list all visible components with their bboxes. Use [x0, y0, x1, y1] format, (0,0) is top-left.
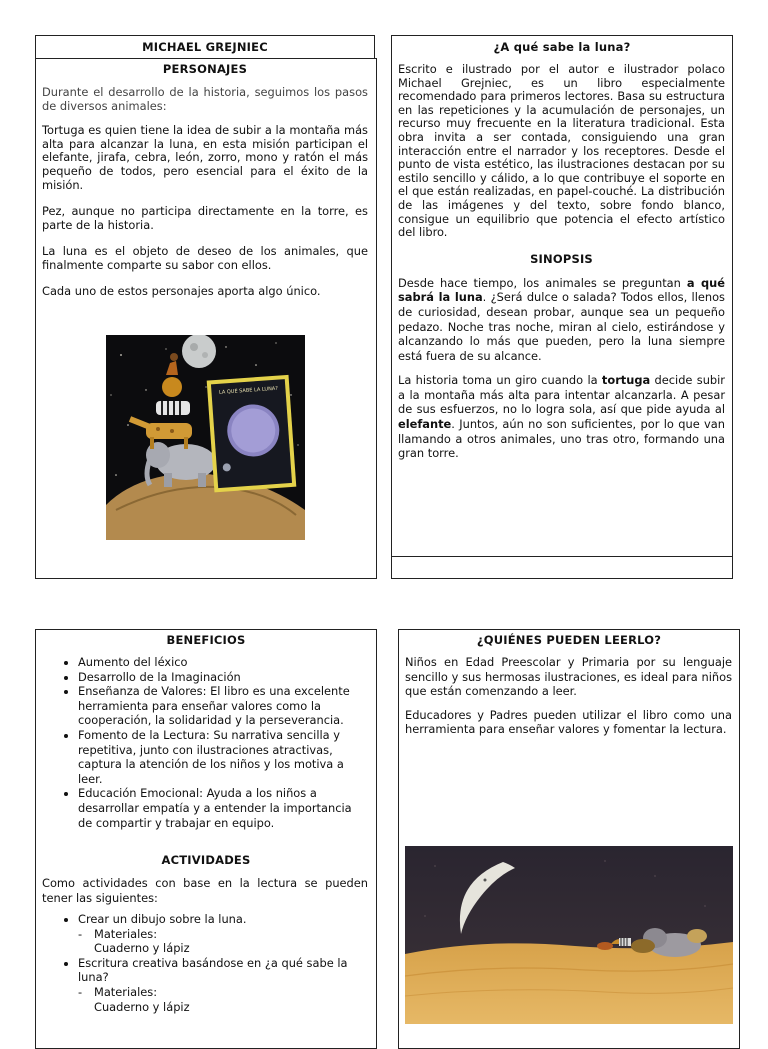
activity-label: Escritura creativa basándose en ¿a qué sabe la luna?: [78, 955, 348, 985]
right-top-bottom-rule: [391, 556, 733, 557]
materials-value: [94, 941, 368, 956]
benefit-item: • Fomento de la Lectura: Su narrativa sencilla y repetitiva, junto con ilustraciones atractivas, captura la atención de los niños y los motiva a leer.: [78, 728, 368, 786]
beneficios-heading: BENEFICIOS: [166, 633, 246, 647]
sinopsis-2-part-c: decide subir a la montaña más alta para intentar alcanzarla. A pesar de sus esfuerzos, no lo logra sola, así que pide ayuda al: [398, 373, 725, 417]
activities-intro: Como actividades con base en la lectura se pueden tener las siguientes:: [42, 876, 368, 905]
book-info-text: [398, 63, 725, 461]
personajes-text: [42, 86, 368, 298]
sinopsis-1-part-c: . ¿Será dulce o salada? Todos ellos, llenos de curiosidad, desean probar, aunque sea un pequeño pedazo. Noche tras noche, miran al cielo, estirándose y alcanzando lo más que pueden, pero la luna siempre está fuera de su alcance.: [398, 290, 725, 363]
cover-title: LA QUÉ SABE LA LUNA?: [218, 385, 279, 396]
materials-value: [94, 1000, 368, 1015]
readers-text: [405, 655, 732, 737]
sinopsis-2-part-e: . Juntos, aún no son suficientes, por lo que van llamando a otros animales, uno tras otro, formando una gran torre.: [398, 417, 725, 461]
sinopsis-1-part-a: Desde hace tiempo, los animales se preguntan: [398, 275, 687, 290]
personajes-heading: PERSONAJES: [162, 62, 248, 76]
unique-paragraph: Cada uno de estos personajes aporta algo único.: [42, 283, 321, 298]
materials-value-text: Cuaderno y lápiz: [94, 941, 190, 956]
benefit-item: • Educación Emocional: Ayuda a los niños a desarrollar empatía y a entender la importancia de compartir y trabajar en equipo.: [78, 786, 368, 830]
pez-paragraph: Pez, aunque no participa directamente en la torre, es parte de la historia.: [42, 204, 368, 232]
animal-tower-illustration: [106, 335, 305, 540]
tortuga-paragraph: Tortuga es quien tiene la idea de subir a la montaña más alta para alcanzar la luna, en esta misión participan el elefante, jirafa, cebra, león, zorro, mono y ratón el más pequeño de todos, pero esencial para el éxito de la misión.: [42, 123, 368, 192]
benefit-item: • Enseñanza de Valores: El libro es una excelente herramienta para enseñar valores como la cooperación, la solidaridad y la perseverancia.: [78, 684, 368, 728]
sinopsis-paragraph-1: [398, 276, 725, 364]
actividades-heading: ACTIVIDADES: [161, 853, 251, 867]
materials-list: [78, 985, 368, 1014]
sinopsis-heading: SINOPSIS: [530, 251, 593, 266]
personajes-intro: Durante el desarrollo de la historia, seguimos los pasos de diversos animales:: [42, 85, 368, 113]
activity-item: [78, 912, 368, 956]
sinopsis-2-part-a: La historia toma un giro cuando la: [398, 373, 602, 388]
benefits-list: [42, 655, 368, 830]
sinopsis-2-bold-tortuga: tortuga: [601, 373, 651, 388]
sinopsis-1-bold: a qué sabrá la luna: [398, 275, 725, 305]
book-intro: Escrito e ilustrado por el autor e ilustrador polaco Michael Grejniec, es un libro especialmente recomendado para primeros lectores. Basa su estructura en las repeticiones y la acumulación de personajes, un recurso muy frecuente en la literatura tradicional. Esta obra invita a ser contada, consiguiendo una gran interacción entre el narrador y los receptores. Desde el punto de vista estético, las ilustraciones destacan por su estilo sencillo y cálido, a lo que contribuye el soporte en el que están realizadas, en papel-couché. La distribución de las imágenes y del texto, sobre fondo blanco, consigue un equilibrio que potencia el efecto artístico del libro.: [398, 62, 725, 240]
materials-label: - Materiales:: [94, 985, 368, 1000]
benefit-item: • Aumento del léxico: [78, 655, 368, 670]
materials-list: [78, 927, 368, 956]
materials-value-text: Cuaderno y lápiz: [94, 999, 190, 1014]
activity-item: [78, 956, 368, 1014]
luna-paragraph: La luna es el objeto de deseo de los animales, que finalmente comparte su sabor con ellos.: [42, 244, 368, 272]
benefit-item: • Desarrollo de la Imaginación: [78, 670, 368, 685]
activities-list: [42, 912, 368, 1014]
quienes-heading: ¿QUIÉNES PUEDEN LEERLO?: [476, 633, 662, 647]
activity-label: Crear un dibujo sobre la luna.: [78, 912, 247, 926]
author-name: MICHAEL GREJNIEC: [142, 40, 268, 54]
book-title-heading: ¿A qué sabe la luna?: [493, 40, 631, 54]
materials-label: - Materiales:: [94, 927, 368, 942]
readers-paragraph-1: Niños en Edad Preescolar y Primaria por su lenguaje sencillo y sus hermosas ilustraciones, es ideal para niños que están comenzando a leer.: [405, 655, 732, 699]
sinopsis-2-bold-elefante: elefante: [398, 417, 452, 432]
readers-paragraph-2: Educadores y Padres pueden utilizar el libro como una herramienta para enseñar valores y fomentar la lectura.: [405, 707, 732, 737]
sinopsis-paragraph-2: [398, 373, 725, 461]
moon-animals-illustration: [405, 846, 733, 1024]
